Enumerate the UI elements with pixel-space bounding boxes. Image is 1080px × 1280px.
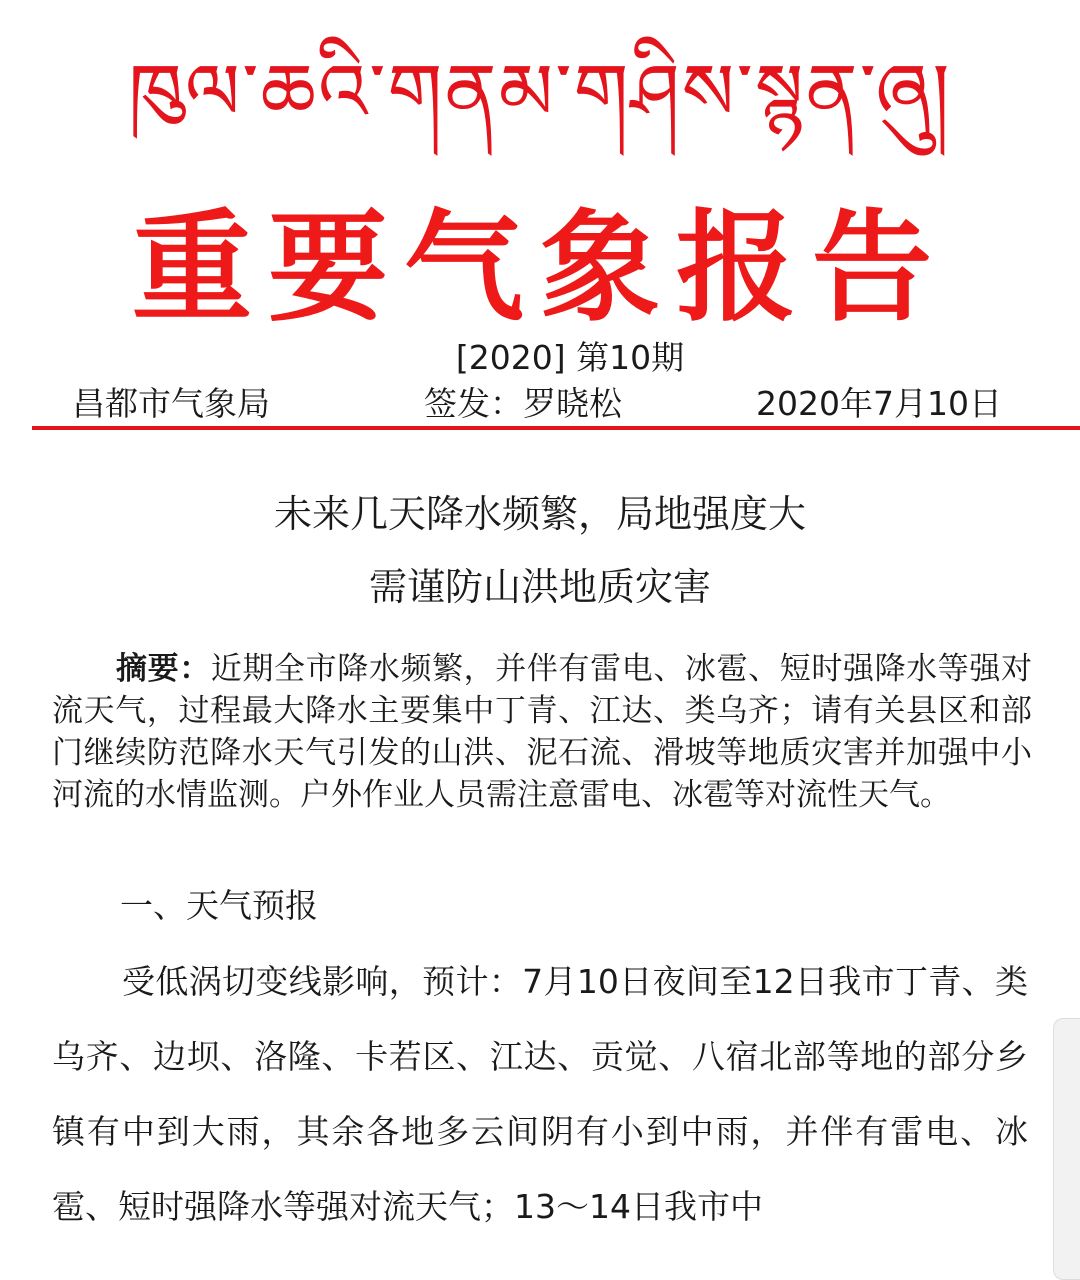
abstract-paragraph [52,648,1032,816]
signed-by: 签发：罗晓松 [424,384,622,423]
forecast-paragraph: 受低涡切变线影响，预计：7月10日夜间至12日我市丁青、类乌齐、边坝、洛隆、卡若区、江达、贡觉、八宿北部等地的部分乡镇有中到大雨，其余各地多云间阴有小到中雨，并伴有雷电、冰雹、短时强降水等强对流天气；13～14日我市中 [52,962,1028,1226]
tibetan-title: ཁུལ་ཆའི་གནམ་གཤིས་སྙན་ཞུ། [128,47,952,138]
abstract-label: 摘要： [116,651,211,687]
header-divider [32,426,1080,430]
abstract-text: 近期全市降水频繁，并伴有雷电、冰雹、短时强降水等强对流天气，过程最大降水主要集中丁青、江达、类乌齐；请有关县区和部门继续防范降水天气引发的山洪、泥石流、滑坡等地质灾害并加强中小河流的水情监测。户外作业人员需注意雷电、冰雹等对流性天气。 [52,651,1033,813]
issue-number: [2020] 第10期 [455,338,685,377]
masthead-title: 重要气象报告 [132,197,948,338]
report-date: 2020年7月10日 [756,384,1002,423]
side-scroll-handle[interactable] [1053,1018,1080,1280]
headline-line-1: 未来几天降水频繁，局地强度大 [273,492,806,536]
section-heading: 一、天气预报 [120,886,318,925]
headline-line-2: 需谨防山洪地质灾害 [368,565,711,609]
issuer-name: 昌都市气象局 [72,384,270,423]
